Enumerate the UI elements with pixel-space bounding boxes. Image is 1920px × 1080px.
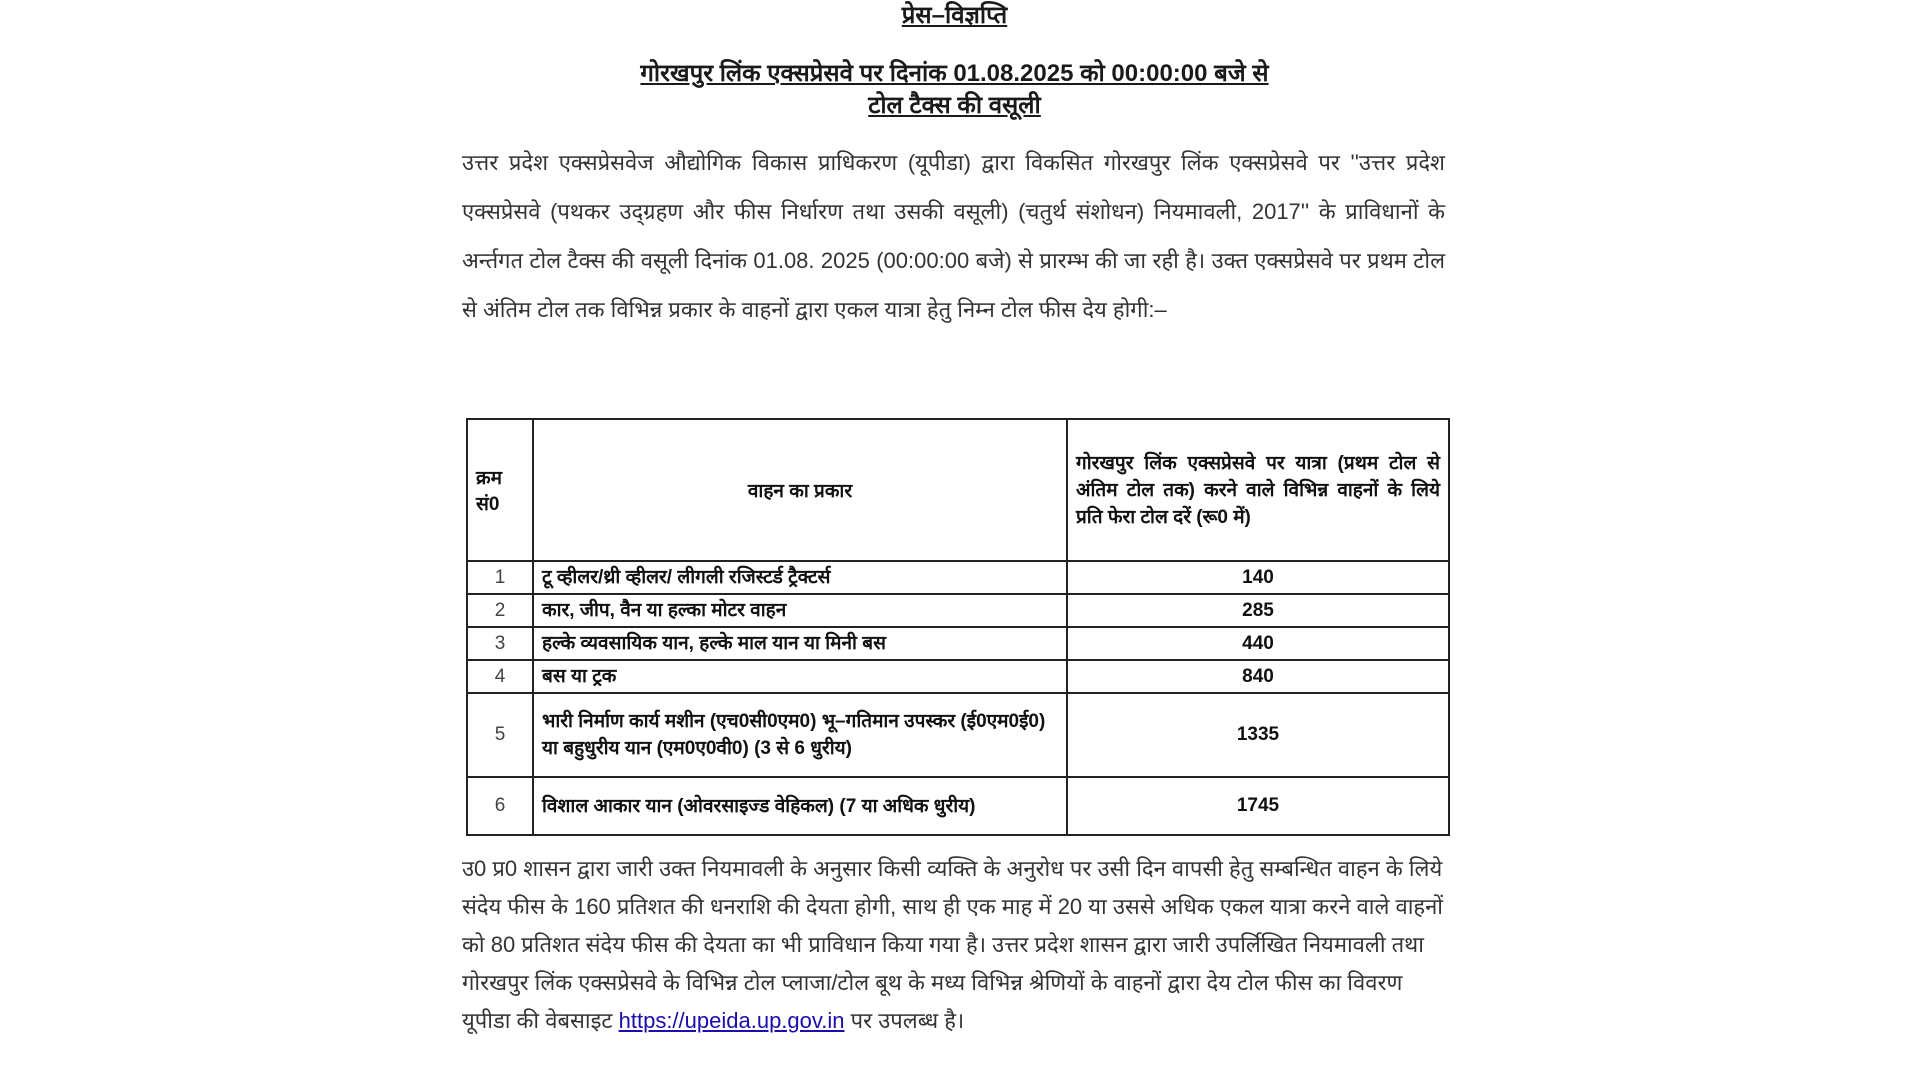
row-serial: 2 [467, 594, 533, 627]
closing-paragraph [462, 850, 1445, 1040]
intro-paragraph: उत्तर प्रदेश एक्सप्रेसवेज औद्योगिक विकास प्राधिकरण (यूपीडा) द्वारा विकसित गोरखपुर लिंक एक्सप्रेसवे पर ''उत्तर प्रदेश एक्सप्रेसवे (पथकर उद्ग्रहण और फीस निर्धारण तथा उसकी वसूली) (चतुर्थ संशोधन) नियमावली, 2017'' के प्राविधानों के अर्न्तगत टोल टैक्स की वसूली दिनांक 01.08. 2025 (00:00:00 बजे) से प्रारम्भ की जा रही है। उक्त एक्सप्रेसवे पर प्रथम टोल से अंतिम टोल तक विभिन्न प्रकार के वाहनों द्वारा एकल यात्रा हेतु निम्न टोल फीस देय होगी:– [462, 150, 1445, 322]
document-heading [462, 58, 1447, 122]
table-row [467, 561, 1449, 594]
row-vehicle-type: बस या ट्रक [533, 660, 1067, 693]
row-fee: 1335 [1067, 693, 1449, 777]
closing-paragraph-end: पर उपलब्ध है। [850, 1008, 965, 1033]
row-fee: 285 [1067, 594, 1449, 627]
header-fee: गोरखपुर लिंक एक्सप्रेसवे पर यात्रा (प्रथम टोल से अंतिम टोल तक) करने वाले विभिन्न वाहनों के लिये प्रति फेरा टोल दरें (रू0 में) [1067, 419, 1449, 561]
table-row [467, 693, 1449, 777]
row-serial: 1 [467, 561, 533, 594]
heading-line-2: टोल टैक्स की वसूली [868, 92, 1041, 119]
table-row [467, 660, 1449, 693]
row-serial: 4 [467, 660, 533, 693]
row-serial: 3 [467, 627, 533, 660]
row-vehicle-type: कार, जीप, वैन या हल्का मोटर वाहन [533, 594, 1067, 627]
table-row [467, 627, 1449, 660]
row-fee: 840 [1067, 660, 1449, 693]
upeida-website-link[interactable]: https://upeida.up.gov.in [618, 1008, 845, 1033]
table-row [467, 594, 1449, 627]
table-row [467, 777, 1449, 835]
closing-paragraph-text: उ0 प्र0 शासन द्वारा जारी उक्त नियमावली के अनुसार किसी व्यक्ति के अनुरोध पर उसी दिन वापसी हेतु सम्बन्धित वाहन के लिये संदेय फीस के 160 प्रतिशत की धनराशि की देयता होगी, साथ ही एक माह में 20 या उससे अधिक एकल यात्रा करने वाले वाहनों को 80 प्रतिशत संदेय फीस की देयता का भी प्राविधान किया गया है। उत्तर प्रदेश शासन द्वारा जारी उपर्लिखित नियमावली तथा गोरखपुर लिंक एक्सप्रेसवे के विभिन्न टोल प्लाजा/टोल बूथ के मध्य विभिन्न श्रेणियों के वाहनों द्वारा देय टोल फीस का विवरण यूपीडा की वेबसाइट [462, 856, 1443, 1033]
row-fee: 1745 [1067, 777, 1449, 835]
row-vehicle-type: हल्के व्यवसायिक यान, हल्के माल यान या मिनी बस [533, 627, 1067, 660]
table-body [467, 561, 1449, 835]
header-serial: क्रम सं0 [467, 419, 533, 561]
toll-fee-table [466, 418, 1450, 836]
row-vehicle-type: टू व्हीलर/थ्री व्हीलर/ लीगली रजिस्टर्ड ट्रैक्टर्स [533, 561, 1067, 594]
row-serial: 5 [467, 693, 533, 777]
table-header-row [467, 419, 1449, 561]
header-vehicle-type: वाहन का प्रकार [533, 419, 1067, 561]
document-title: प्रेस–विज्ञप्ति [901, 2, 1008, 29]
row-vehicle-type: भारी निर्माण कार्य मशीन (एच0सी0एम0) भू–गतिमान उपस्कर (ई0एम0ई0) या बहुधुरीय यान (एम0ए0वी0) (3 से 6 धुरीय) [533, 693, 1067, 777]
heading-line-1: गोरखपुर लिंक एक्सप्रेसवे पर दिनांक 01.08.2025 को 00:00:00 बजे से [640, 60, 1269, 87]
row-vehicle-type: विशाल आकार यान (ओवरसाइज्ड वेहिकल) (7 या अधिक धुरीय) [533, 777, 1067, 835]
row-fee: 140 [1067, 561, 1449, 594]
row-fee: 440 [1067, 627, 1449, 660]
row-serial: 6 [467, 777, 533, 835]
